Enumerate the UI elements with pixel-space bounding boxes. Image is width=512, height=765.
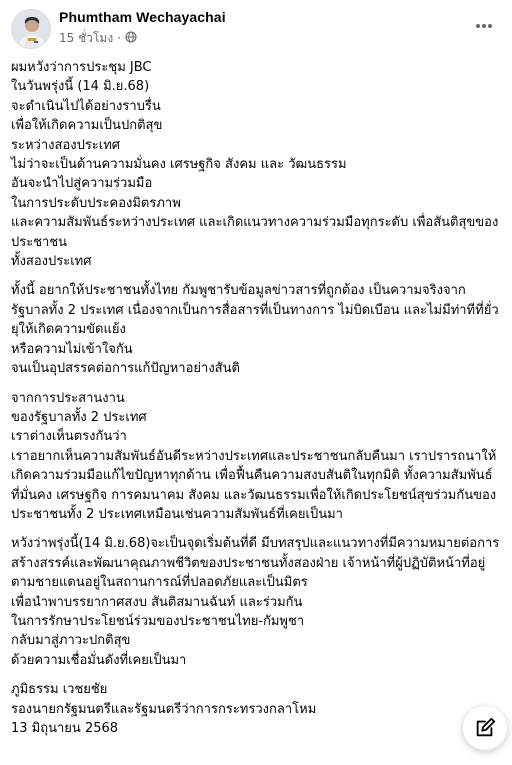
edit-icon [474, 717, 496, 739]
globe-icon [125, 31, 137, 46]
post-text-line: จากการประสานงาน [11, 390, 125, 406]
post-text-line: ผมหวังว่าการประชุม JBC [11, 60, 152, 75]
post-text-line: จะดำเนินไปได้อย่างราบรื่น [11, 98, 161, 114]
post-text-line: หรือความไม่เข้าใจกัน [11, 341, 133, 357]
post-text-line: ระหว่างสองประเทศ [11, 137, 121, 153]
post-header [0, 0, 512, 56]
post-meta [59, 30, 137, 46]
avatar[interactable] [11, 9, 51, 49]
post-text-line: ภูมิธรรม เวชยชัย [11, 682, 108, 698]
post-paragraph [11, 534, 501, 670]
post-text-line: กลับมาสู่ภาวะปกติสุข [11, 633, 131, 649]
post-paragraph [11, 58, 501, 271]
post-paragraph [11, 680, 501, 738]
post-text-line: ไม่ว่าจะเป็นด้านความมั่นคง เศรษฐกิจ สังคม และ วัฒนธรรม [11, 157, 347, 173]
edit-button[interactable] [463, 706, 507, 750]
post-text-line: จนเป็นอุปสรรคต่อการแก้ปัญหาอย่างสันติ [11, 361, 240, 377]
post-paragraph [11, 389, 501, 525]
post-text-line: ด้วยความเชื่อมั่นดังที่เคยเป็นมา [11, 652, 187, 668]
more-options-button[interactable] [472, 14, 496, 38]
post-text-line: รองนายกรัฐมนตรีและรัฐมนตรีว่าการกระทรวงกลาโหม [11, 701, 317, 717]
post-text-line: เพื่อให้เกิดความเป็นปกติสุข [11, 118, 163, 134]
post-body [11, 58, 501, 748]
avatar-portrait [12, 10, 51, 49]
post-time[interactable]: 15 ชั่วโมง [59, 30, 114, 45]
post-text-line: ในวันพรุ่งนี้ (14 มิ.ย.68) [11, 79, 150, 95]
post-text-line: ในการประดับประคองมิตรภาพ [11, 195, 181, 211]
more-horizontal-icon [475, 23, 493, 29]
post-text-line: ทั้งนี้ อยากให้ประชาชนทั้งไทย กัมพูชารับข้อมูลข่าวสารที่ถูกต้อง เป็นความจริงจากรัฐบาลทั้ง 2 ประเทศ เนื่องจากเป็นการสื่อสารที่เป็นทางการ ไม่บิดเบือน และไม่มีท่าทีที่ยั่วยุให้เกิดความขัดแย้ง [11, 283, 499, 338]
post-text-line: 13 มิถุนายน 2568 [11, 721, 119, 736]
post-text-line: เพื่อนำพาบรรยากาศสงบ สันติสมานฉันท์ และร่วมกัน [11, 594, 303, 610]
post-text-line: เราต่างเห็นตรงกันว่า [11, 429, 127, 445]
post-text-line: เราอยากเห็นความสัมพันธ์อันดีระหว่างประเทศและประชาชนกลับคืนมา เราปรารถนาให้เกิดความร่วมมือแก้ไขปัญหาทุกด้าน เพื่อฟื้นคืนความสงบสันติในทุกมิติ ทั้งความสัมพันธ์ที่มั่นคง เศรษฐกิจ การคมนาคม สังคม และวัฒนธรรมเพื่อให้เกิดประโยชน์สุขร่วมกันของประชาชนทั้ง 2 ประเทศเหมือนเช่นความสัมพันธ์ที่เคยเป็นมา [11, 448, 497, 522]
post-text-line: และความสัมพันธ์ระหว่างประเทศ และเกิดแนวทางความร่วมมือทุกระดับ เพื่อสันติสุขของประชาชน [11, 215, 499, 250]
post-text-line: หวังว่าพรุ่งนี้(14 มิ.ย.68)จะเป็นจุดเริ่มต้นที่ดี มีบทสรุปและแนวทางที่มีความหมายต่อการสร้างสรรค์และพัฒนาคุณภาพชีวิตของประชาชนทั้งสองฝ่าย เจ้าหน้าที่ผู้ปฏิบัติหน้าที่อยู่ตามชายแดนอยู่ในสถานการณ์ที่ปลอดภัยและเป็นมิตร [11, 536, 500, 591]
author-name[interactable]: Phumtham Wechayachai [59, 9, 226, 25]
post-text-line: ของรัฐบาลทั้ง 2 ประเทศ [11, 409, 147, 425]
separator-dot: · [117, 31, 122, 45]
post-text-line: ทั้งสองประเทศ [11, 254, 92, 270]
post-text-line: ในการรักษาประโยชน์ร่วมของประชาชนไทย-กัมพูชา [11, 613, 305, 629]
post-text-line: อันจะนำไปสู่ความร่วมมือ [11, 176, 153, 192]
post-paragraph [11, 281, 501, 378]
